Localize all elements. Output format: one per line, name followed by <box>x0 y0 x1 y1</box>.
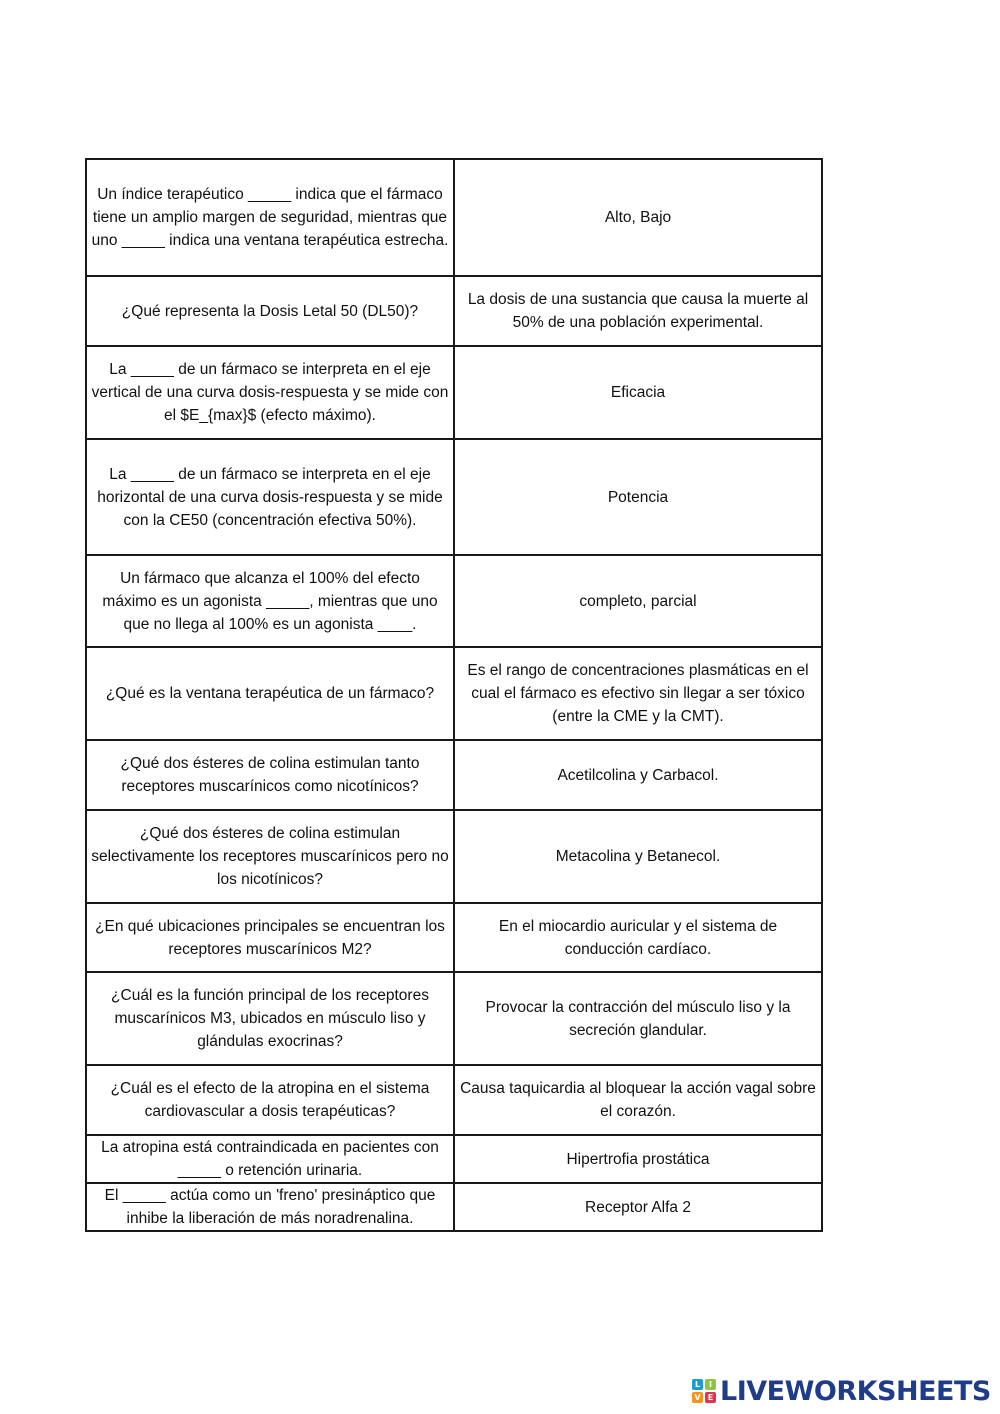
answer-cell: Causa taquicardia al bloquear la acción vagal sobre el corazón. <box>454 1065 822 1135</box>
logo-tile-l: L <box>692 1379 703 1390</box>
table-row <box>86 1183 822 1231</box>
liveworksheets-logo <box>692 1374 991 1408</box>
table-row <box>86 1135 822 1183</box>
question-cell: El _____ actúa como un 'freno' presináptico que inhibe la liberación de más noradrenalina. <box>86 1183 454 1231</box>
question-cell: La _____ de un fármaco se interpreta en el eje vertical de una curva dosis-respuesta y se mide con el $E_{max}$ (efecto máximo). <box>86 346 454 439</box>
answer-cell: Alto, Bajo <box>454 159 822 276</box>
question-cell: Un índice terapéutico _____ indica que el fármaco tiene un amplio margen de seguridad, mientras que uno _____ indica una ventana terapéutica estrecha. <box>86 159 454 276</box>
table-row <box>86 555 822 647</box>
question-cell: ¿Cuál es el efecto de la atropina en el sistema cardiovascular a dosis terapéuticas? <box>86 1065 454 1135</box>
answer-cell: Hipertrofia prostática <box>454 1135 822 1183</box>
answer-cell: Potencia <box>454 439 822 555</box>
table-row <box>86 647 822 740</box>
logo-text: LIVEWORKSHEETS <box>720 1375 991 1407</box>
qa-table <box>85 158 823 1232</box>
question-cell: La atropina está contraindicada en pacientes con _____ o retención urinaria. <box>86 1135 454 1183</box>
answer-cell: Acetilcolina y Carbacol. <box>454 740 822 810</box>
table-row <box>86 1065 822 1135</box>
table-row <box>86 972 822 1065</box>
question-cell: ¿Qué dos ésteres de colina estimulan tanto receptores muscarínicos como nicotínicos? <box>86 740 454 810</box>
logo-tile-v: V <box>692 1392 703 1403</box>
table-row <box>86 903 822 972</box>
logo-grid-icon <box>692 1379 716 1403</box>
answer-cell: Metacolina y Betanecol. <box>454 810 822 903</box>
answer-cell: completo, parcial <box>454 555 822 647</box>
answer-cell: Provocar la contracción del músculo liso y la secreción glandular. <box>454 972 822 1065</box>
answer-cell: En el miocardio auricular y el sistema de conducción cardíaco. <box>454 903 822 972</box>
table-row <box>86 439 822 555</box>
answer-cell: Eficacia <box>454 346 822 439</box>
question-cell: ¿Qué dos ésteres de colina estimulan selectivamente los receptores muscarínicos pero no los nicotínicos? <box>86 810 454 903</box>
logo-tile-i: I <box>705 1379 716 1390</box>
answer-cell: La dosis de una sustancia que causa la muerte al 50% de una población experimental. <box>454 276 822 346</box>
table-row <box>86 276 822 346</box>
question-cell: La _____ de un fármaco se interpreta en el eje horizontal de una curva dosis-respuesta y se mide con la CE50 (concentración efectiva 50%). <box>86 439 454 555</box>
question-cell: ¿Qué representa la Dosis Letal 50 (DL50)? <box>86 276 454 346</box>
question-cell: ¿Qué es la ventana terapéutica de un fármaco? <box>86 647 454 740</box>
table-row <box>86 740 822 810</box>
answer-cell: Receptor Alfa 2 <box>454 1183 822 1231</box>
table-row <box>86 159 822 276</box>
logo-tile-e: E <box>705 1392 716 1403</box>
question-cell: ¿En qué ubicaciones principales se encuentran los receptores muscarínicos M2? <box>86 903 454 972</box>
answer-cell: Es el rango de concentraciones plasmáticas en el cual el fármaco es efectivo sin llegar a ser tóxico (entre la CME y la CMT). <box>454 647 822 740</box>
table-row <box>86 346 822 439</box>
table-row <box>86 810 822 903</box>
question-cell: Un fármaco que alcanza el 100% del efecto máximo es un agonista _____, mientras que uno que no llega al 100% es un agonista ____. <box>86 555 454 647</box>
question-cell: ¿Cuál es la función principal de los receptores muscarínicos M3, ubicados en músculo liso y glándulas exocrinas? <box>86 972 454 1065</box>
